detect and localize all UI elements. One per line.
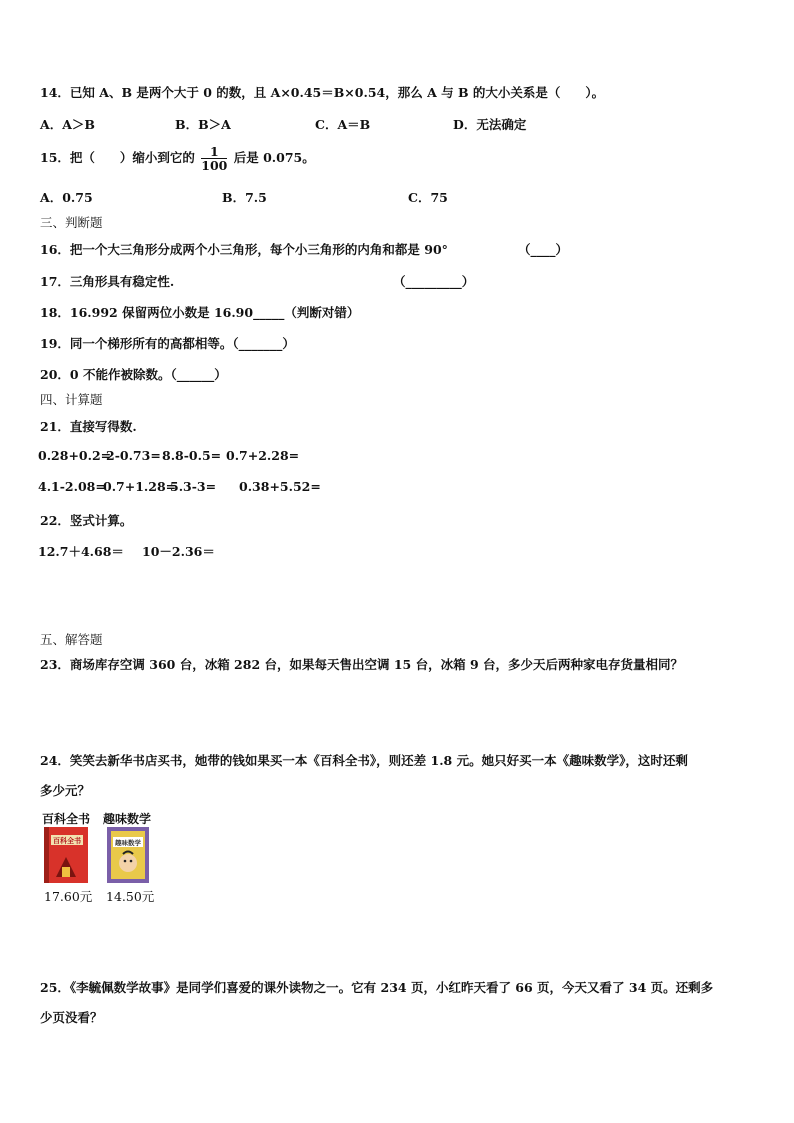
book2-cover-title: 趣味数学: [115, 839, 141, 847]
q14-stem: 14．已知 A、B 是两个大于 0 的数，且 A×0.45＝B×0.54，那么 A 与 B 的大小关系是（ ）。: [40, 85, 605, 100]
q14-option-a: A．A＞B: [40, 117, 95, 132]
book1-label: 百科全书: [42, 812, 91, 826]
book1-price: 17.60元: [44, 889, 93, 904]
q25-line2: 少页没看？: [40, 1010, 103, 1025]
q21-r1-c1: 0.28+0.2=: [38, 448, 112, 463]
q21-r1-c3: 8.8-0.5=: [162, 448, 222, 463]
q15-fraction-denominator: 100: [201, 158, 228, 173]
book2-label: 趣味数学: [103, 812, 152, 826]
q25-line1: 25．《李毓佩数学故事》是同学们喜爱的课外读物之一。它有 234 页，小红昨天看了 66 页，今天又看了 34 页。还剩多: [40, 980, 714, 995]
q22-title: 22．竖式计算。: [40, 513, 133, 528]
q15-option-a: A．0.75: [40, 190, 93, 205]
q19-text: 19．同一个梯形所有的高都相等。（_______）: [40, 336, 295, 351]
section5-title: 五、解答题: [40, 632, 103, 647]
q17-text: 17．三角形具有稳定性.: [40, 274, 175, 289]
q15-option-c: C．75: [408, 190, 448, 205]
q22-item-2: 10－2.36＝: [142, 544, 215, 559]
q16-text: 16．把一个大三角形分成两个小三角形，每个小三角形的内角和都是 90°: [40, 242, 448, 257]
q21-r1-c2: 2-0.73=: [106, 448, 161, 463]
q15-fraction: [201, 145, 227, 172]
q15-stem-after: 后是 0.075。: [233, 150, 315, 165]
book1-cover: [44, 827, 88, 883]
q14-option-c: C．A＝B: [315, 117, 371, 132]
q23-text: 23．商场库存空调 360 台，冰箱 282 台，如果每天售出空调 15 台，冰箱 9 台，多少天后两种家电存货量相同？: [40, 657, 683, 672]
q21-r2-c4: 0.38+5.52=: [239, 479, 321, 494]
q21-title: 21．直接写得数.: [40, 419, 137, 434]
q15-stem-before: 15．把（ ）缩小到它的: [40, 150, 195, 165]
section4-title: 四、计算题: [40, 392, 103, 407]
q24-line1: 24．笑笑去新华书店买书，她带的钱如果买一本《百科全书》，则还差 1.8 元。她只好买一本《趣味数学》，这时还剩: [40, 753, 688, 768]
book1-cover-title: 百科全书: [53, 837, 81, 845]
q14-option-b: B．B＞A: [175, 117, 231, 132]
q16-blank: （____）: [518, 242, 569, 257]
book2-cover: [107, 827, 149, 883]
q21-r2-c3: 5.3-3=: [170, 479, 217, 494]
q15-option-b: B．7.5: [222, 190, 267, 205]
q15-stem: [40, 142, 315, 174]
q22-item-1: 12.7＋4.68＝: [38, 544, 124, 559]
q14-option-d: D．无法确定: [453, 117, 527, 132]
q21-r2-c1: 4.1-2.08=: [38, 479, 106, 494]
q24-line2: 多少元？: [40, 783, 91, 798]
section3-title: 三、判断题: [40, 215, 103, 230]
q21-r1-c4: 0.7+2.28=: [226, 448, 300, 463]
q21-r2-c2: 0.7+1.28=: [103, 479, 177, 494]
book2-price: 14.50元: [106, 889, 155, 904]
q18-text: 18．16.992 保留两位小数是 16.90_____（判断对错）: [40, 305, 360, 320]
q20-text: 20．0 不能作被除数。（______）: [40, 367, 227, 382]
q15-fraction-numerator: 1: [201, 145, 227, 159]
q17-blank: （_________）: [393, 274, 475, 289]
